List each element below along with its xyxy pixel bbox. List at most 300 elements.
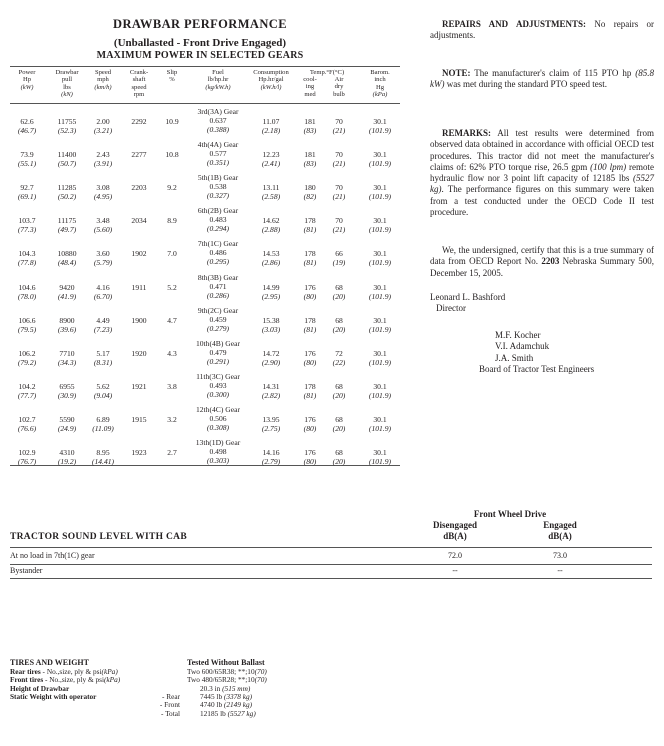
column-header-line: cool- xyxy=(303,76,317,83)
gear-label: 8th(3B) Gear xyxy=(197,272,239,282)
table-cell xyxy=(296,382,324,400)
cell-value: 0.506 xyxy=(209,413,227,423)
cell-value: 30.1 xyxy=(373,150,387,160)
cell-value: 8.9 xyxy=(167,216,177,226)
remarks-metric-1: (100 lpm) xyxy=(590,161,627,172)
table-cell xyxy=(50,249,84,267)
table-cell xyxy=(50,415,84,433)
cell-metric: (101.9) xyxy=(368,324,392,334)
column-header-line: Slip xyxy=(166,69,178,76)
cell-value: 0.479 xyxy=(209,347,227,357)
gear-label: 10th(4B) Gear xyxy=(195,338,241,348)
cell-metric: (3.91) xyxy=(93,159,113,169)
cell-value: 5.2 xyxy=(167,282,177,292)
cell-metric: (5.60) xyxy=(93,225,113,235)
cell-metric: (101.9) xyxy=(368,192,392,202)
table-cell xyxy=(362,415,398,433)
table-cell xyxy=(50,216,84,234)
cell-metric: (69.1) xyxy=(17,192,37,202)
cell-value: 30.1 xyxy=(373,348,387,358)
cell-metric: (2.41) xyxy=(261,159,281,169)
table-cell xyxy=(190,348,246,366)
cell-value: 10880 xyxy=(57,249,77,259)
table-cell xyxy=(12,117,42,135)
cell-metric: (20) xyxy=(332,324,346,334)
table-cell xyxy=(12,216,42,234)
column-header-line: shaft xyxy=(132,76,146,84)
remarks-metric-2: (5527 kg) xyxy=(430,173,654,195)
table-cell xyxy=(88,382,118,400)
table-cell xyxy=(325,117,353,135)
cell-value: 103.7 xyxy=(18,216,36,226)
cell-value: 0.577 xyxy=(209,149,227,159)
drawbar-subtitle-2: MAXIMUM POWER IN SELECTED GEARS xyxy=(96,50,304,61)
cell-value: 15.38 xyxy=(262,315,280,325)
sound-row-label: Bystander xyxy=(10,566,43,575)
cell-value: 73.9 xyxy=(20,150,34,160)
table-cell xyxy=(160,216,184,225)
table-cell xyxy=(296,150,324,168)
tires-value: 12185 lb xyxy=(200,708,226,718)
table-cell xyxy=(12,283,42,301)
tires-value-metric: (70) xyxy=(254,667,267,676)
cell-metric: (7.23) xyxy=(93,324,113,334)
column-header-line: Hp.hr/gal xyxy=(258,76,284,84)
cell-value: 30.1 xyxy=(373,282,387,292)
tires-value-metric: (70) xyxy=(254,675,267,685)
tires-value: Two 600/65R38; **;10 xyxy=(187,667,255,676)
table-cell xyxy=(88,283,118,301)
cell-value: 9420 xyxy=(59,282,75,292)
table-cell xyxy=(362,183,398,201)
table-cell xyxy=(190,182,246,200)
cell-value: 181 xyxy=(304,150,316,160)
cell-metric: (21) xyxy=(332,192,346,202)
column-header-line: Fuel xyxy=(212,69,224,76)
cell-value: 68 xyxy=(335,282,343,292)
table-cell xyxy=(296,117,324,135)
column-header xyxy=(296,76,324,98)
table-cell xyxy=(122,382,156,391)
tires-value: Two 480/65R28; **;10 xyxy=(187,675,255,685)
cell-metric: (101.9) xyxy=(368,159,392,169)
table-cell xyxy=(160,415,184,424)
table-cell xyxy=(50,183,84,201)
cell-value: 5.62 xyxy=(96,381,110,391)
table-cell xyxy=(88,216,118,234)
cell-metric: (77.8) xyxy=(17,258,37,268)
cell-metric: (2.75) xyxy=(261,423,281,433)
tires-label-bold: Static Weight with operator xyxy=(10,691,97,701)
cell-value: 102.7 xyxy=(18,414,36,424)
tires-row-label xyxy=(10,710,180,718)
table-cell xyxy=(296,316,324,334)
table-cell xyxy=(190,248,246,266)
remarks-paragraph xyxy=(430,128,654,218)
column-header-line: (kN) xyxy=(61,91,73,99)
table-cell xyxy=(88,117,118,135)
cell-value: 4310 xyxy=(59,448,75,457)
cell-value: 104.6 xyxy=(18,282,36,292)
table-header-rule xyxy=(10,103,400,104)
column-header xyxy=(160,69,184,84)
cell-metric: (0.308) xyxy=(206,422,230,432)
cell-metric: (83) xyxy=(303,126,317,135)
cell-value: 0.498 xyxy=(209,447,227,456)
cell-value: 106.6 xyxy=(18,315,36,325)
note-paragraph xyxy=(430,68,654,91)
table-cell xyxy=(248,216,294,234)
sound-col-engaged: Engaged xyxy=(543,520,577,530)
cell-metric: (21) xyxy=(332,225,346,235)
column-header-line: (kW) xyxy=(20,83,34,91)
cell-metric: (46.7) xyxy=(17,126,37,135)
cell-metric: (3.03) xyxy=(261,324,281,334)
table-cell xyxy=(248,150,294,168)
table-cell xyxy=(88,415,118,433)
cell-value: 106.2 xyxy=(18,348,36,358)
column-header-line: Drawbar xyxy=(55,69,79,76)
column-header xyxy=(12,69,42,91)
table-cell xyxy=(122,448,156,457)
cell-metric: (101.9) xyxy=(368,423,392,433)
cell-value: 2.00 xyxy=(96,117,110,126)
table-cell xyxy=(122,150,156,159)
table-cell xyxy=(248,349,294,367)
cell-value: 180 xyxy=(304,183,316,193)
column-header xyxy=(362,69,398,99)
cell-metric: (8.31) xyxy=(93,357,113,367)
table-cell xyxy=(160,448,184,457)
cell-value: 11175 xyxy=(57,216,77,226)
sound-unit-disengaged: dB(A) xyxy=(443,531,467,541)
cell-value: 30.1 xyxy=(373,448,387,457)
cell-value: 0.493 xyxy=(209,380,227,390)
cell-value: 0.637 xyxy=(209,116,227,125)
cell-metric: (3.21) xyxy=(93,126,113,135)
table-cell xyxy=(362,382,398,400)
director-title: Director xyxy=(436,303,466,314)
column-header xyxy=(248,69,294,91)
table-cell xyxy=(325,382,353,400)
note-label: NOTE: xyxy=(442,68,471,78)
cell-value: 10.8 xyxy=(165,150,179,160)
table-cell xyxy=(122,316,156,325)
cell-value: 3.2 xyxy=(167,414,177,424)
column-header-line: Crank- xyxy=(129,69,149,76)
tires-value-metric: (515 mm) xyxy=(222,683,251,693)
tires-header: Tested Without Ballast xyxy=(187,658,265,667)
cell-metric: (80) xyxy=(303,423,317,433)
column-header-line: (kg/kW.h) xyxy=(205,83,231,91)
table-cell xyxy=(190,414,246,432)
cell-metric: (48.4) xyxy=(57,258,77,268)
tires-label-rest: - Front xyxy=(159,700,180,710)
sound-group-header: Front Wheel Drive xyxy=(473,509,547,519)
tires-row-value xyxy=(200,710,256,718)
table-cell xyxy=(160,283,184,292)
table-cell xyxy=(362,316,398,334)
cell-value: 2.43 xyxy=(96,150,110,160)
temp-header: Temp.°F(°C) xyxy=(309,69,345,76)
cell-value: 11755 xyxy=(57,117,77,126)
table-cell xyxy=(12,382,42,400)
tires-label-rest: - Rear xyxy=(161,691,180,701)
certify-text-b: Nebraska Summary 500, December 15, 2005. xyxy=(430,256,655,278)
cell-metric: (101.9) xyxy=(368,357,392,367)
cell-value: 176 xyxy=(304,414,316,424)
board-title: Board of Tractor Test Engineers xyxy=(479,363,595,374)
cell-metric: (2.86) xyxy=(261,258,281,268)
column-header-line: inch xyxy=(374,76,386,84)
column-header-line: rpm xyxy=(133,91,145,99)
cell-metric: (6.70) xyxy=(93,291,113,301)
sound-row-value: 72.0 xyxy=(448,551,462,560)
table-cell xyxy=(362,349,398,367)
table-cell xyxy=(325,216,353,234)
board-block xyxy=(479,330,594,375)
tires-value-metric: (5527 kg) xyxy=(227,708,256,718)
director-name: Leonard L. Bashford xyxy=(430,292,506,302)
cell-value: 14.62 xyxy=(262,216,280,226)
table-cell xyxy=(12,249,42,267)
cell-metric: (101.9) xyxy=(368,258,392,268)
cell-value: 4.49 xyxy=(96,315,110,325)
table-cell xyxy=(296,448,324,466)
table-cell xyxy=(325,448,353,466)
gear-label: 12th(4C) Gear xyxy=(195,404,241,414)
cell-value: 30.1 xyxy=(373,381,387,391)
cell-value: 1920 xyxy=(131,348,147,358)
cell-value: 104.2 xyxy=(18,381,36,391)
column-header-line: Hp xyxy=(22,76,32,84)
cell-value: 14.72 xyxy=(262,348,280,358)
table-cell xyxy=(296,349,324,367)
table-cell xyxy=(296,249,324,267)
table-cell xyxy=(122,283,156,292)
column-header xyxy=(325,76,353,98)
table-cell xyxy=(160,150,184,159)
cell-metric: (50.7) xyxy=(57,159,77,169)
table-cell xyxy=(325,183,353,201)
column-header-line: Speed xyxy=(94,69,112,76)
cell-metric: (39.6) xyxy=(57,324,77,334)
tires-value: 4740 lb xyxy=(200,700,223,710)
cell-value: 30.1 xyxy=(373,315,387,325)
cell-value: 30.1 xyxy=(373,117,387,126)
table-cell xyxy=(248,415,294,433)
cell-value: 9.2 xyxy=(167,183,177,193)
gear-label: 9th(2C) Gear xyxy=(197,305,239,315)
cell-metric: (79.2) xyxy=(17,357,37,367)
cell-metric: (80) xyxy=(303,357,317,367)
cell-metric: (0.303) xyxy=(206,456,230,465)
column-header xyxy=(122,69,156,99)
column-header-line: mph xyxy=(97,76,109,84)
column-header-line: lb/hp.hr xyxy=(207,76,229,84)
board-member: J.A. Smith xyxy=(495,352,534,363)
table-cell xyxy=(248,283,294,301)
cell-value: 176 xyxy=(304,282,316,292)
table-cell xyxy=(50,117,84,135)
cell-value: 0.486 xyxy=(209,248,227,258)
cell-metric: (2.79) xyxy=(261,457,281,466)
table-cell xyxy=(190,282,246,300)
tires-title: TIRES AND WEIGHT xyxy=(10,658,89,667)
remarks-text-b: remote hydraulic flow nor 3 point lift capacity of 12185 lbs xyxy=(430,161,655,184)
sound-row-value: -- xyxy=(557,566,563,575)
column-header-line: med xyxy=(304,90,316,98)
cell-value: 62.6 xyxy=(20,117,34,126)
remarks-text-a: All test results were determined from observed data obtained in accordance with official OECD test procedures. This tractor did not meet the manufacturer's claims of: 62% PTO torque rise, 26.5 gpm xyxy=(430,128,654,172)
tires-label-bold: Rear tires xyxy=(10,667,41,676)
note-metric: (85.8 kW) xyxy=(430,68,654,90)
cell-metric: (101.9) xyxy=(368,390,392,400)
cell-value: 176 xyxy=(304,348,316,358)
table-cell xyxy=(296,183,324,201)
cell-value: 72 xyxy=(335,348,343,358)
cell-value: 178 xyxy=(304,216,316,226)
table-cell xyxy=(362,117,398,135)
cell-metric: (2.18) xyxy=(261,126,281,135)
cell-metric: (5.79) xyxy=(93,258,113,268)
cell-metric: (81) xyxy=(303,324,317,334)
cell-metric: (101.9) xyxy=(368,126,392,135)
table-cell xyxy=(88,349,118,367)
cell-value: 14.99 xyxy=(262,282,280,292)
note-text-b: was met during the standard PTO speed test. xyxy=(446,79,608,90)
cell-value: 6.89 xyxy=(96,414,110,424)
column-header-line: lbs xyxy=(63,83,71,91)
cell-value: 14.31 xyxy=(262,381,280,391)
cell-value: 2292 xyxy=(131,117,147,126)
cell-value: 1923 xyxy=(131,448,147,457)
gear-label: 13th(1D) Gear xyxy=(195,438,241,447)
column-header-line: bulb xyxy=(333,90,345,98)
cell-value: 3.08 xyxy=(96,183,110,193)
tires-row-label xyxy=(10,693,180,701)
table-cell xyxy=(88,183,118,201)
cell-metric: (21) xyxy=(332,159,346,169)
cell-value: 1902 xyxy=(131,249,147,259)
cell-value: 5590 xyxy=(59,414,75,424)
cell-value: 7710 xyxy=(59,348,75,358)
gear-label: 4th(4A) Gear xyxy=(197,140,239,150)
table-cell xyxy=(190,116,246,134)
table-cell xyxy=(122,415,156,424)
gear-label: 3rd(3A) Gear xyxy=(197,107,239,116)
table-cell xyxy=(190,215,246,233)
column-header-line: % xyxy=(169,76,175,84)
cell-metric: (0.295) xyxy=(206,257,230,267)
cell-metric: (20) xyxy=(332,291,346,301)
cell-value: 70 xyxy=(335,183,343,193)
table-cell xyxy=(248,448,294,466)
sound-row-value: 73.0 xyxy=(553,551,567,560)
column-header-line: ing xyxy=(305,83,315,91)
gear-label: 5th(1B) Gear xyxy=(197,173,239,183)
cell-value: 0.538 xyxy=(209,182,227,192)
cell-metric: (81) xyxy=(303,258,317,268)
cell-value: 30.1 xyxy=(373,183,387,193)
cell-metric: (2.88) xyxy=(261,225,281,235)
cell-value: 14.53 xyxy=(262,249,280,259)
cell-value: 1900 xyxy=(131,315,147,325)
table-cell xyxy=(160,249,184,258)
table-cell xyxy=(160,117,184,126)
table-cell xyxy=(88,150,118,168)
table-cell xyxy=(190,149,246,167)
table-cell xyxy=(248,117,294,135)
board-member: V.I. Adamchuk xyxy=(495,341,550,352)
cell-value: 1921 xyxy=(131,381,147,391)
note-text-a: The manufacturer's claim of 115 PTO hp xyxy=(474,68,632,78)
cell-value: 0.483 xyxy=(209,215,227,225)
table-cell xyxy=(190,447,246,465)
column-header-line: (kW.h/l) xyxy=(260,83,282,91)
cell-value: 70 xyxy=(335,117,343,126)
cell-value: 3.8 xyxy=(167,381,177,391)
table-cell xyxy=(50,448,84,466)
table-cell xyxy=(362,216,398,234)
tires-row-label xyxy=(10,701,180,709)
column-header-line: Consumption xyxy=(253,69,289,76)
certify-text-a: We, the undersigned, certify that this is a true summary of data from OECD Report No. xyxy=(430,245,654,267)
table-cell xyxy=(160,382,184,391)
table-cell xyxy=(122,117,156,126)
table-cell xyxy=(325,415,353,433)
cell-metric: (41.9) xyxy=(57,291,77,301)
cell-metric: (0.300) xyxy=(206,389,230,399)
table-cell xyxy=(248,382,294,400)
cell-value: 178 xyxy=(304,381,316,391)
table-cell xyxy=(296,216,324,234)
cell-value: 11400 xyxy=(57,150,77,160)
cell-value: 68 xyxy=(335,448,343,457)
remarks-text-c: . The performance figures on this summary were taken from a test conducted under the OECD Code II test procedure. xyxy=(430,184,654,218)
cell-metric: (2.58) xyxy=(261,192,281,202)
table-cell xyxy=(296,283,324,301)
cell-value: 70 xyxy=(335,150,343,160)
cell-metric: (20) xyxy=(332,423,346,433)
cell-value: 66 xyxy=(335,249,343,259)
table-cell xyxy=(325,249,353,267)
cell-value: 5.17 xyxy=(96,348,110,358)
cell-value: 176 xyxy=(304,448,316,457)
tires-label-metric: (kPa) xyxy=(101,667,118,676)
cell-metric: (24.9) xyxy=(57,423,77,433)
cell-metric: (101.9) xyxy=(368,457,392,466)
cell-metric: (2.82) xyxy=(261,390,281,400)
table-cell xyxy=(122,183,156,192)
cell-value: 68 xyxy=(335,381,343,391)
cell-metric: (19) xyxy=(332,258,346,268)
cell-value: 181 xyxy=(304,117,316,126)
drawbar-title: DRAWBAR PERFORMANCE xyxy=(113,17,287,31)
cell-metric: (0.286) xyxy=(206,290,230,300)
tires-label-rest: - Total xyxy=(160,708,180,718)
gear-label: 7th(1C) Gear xyxy=(197,239,239,249)
drawbar-subtitle: (Unballasted - Front Drive Engaged) xyxy=(113,37,287,49)
tires-label-rest: - No.,size, ply & psi xyxy=(43,675,104,685)
table-cell xyxy=(325,283,353,301)
table-cell xyxy=(50,150,84,168)
column-header-line: Air xyxy=(334,76,344,83)
cell-value: 30.1 xyxy=(373,249,387,259)
table-cell xyxy=(362,283,398,301)
cell-metric: (0.279) xyxy=(206,323,230,333)
cell-metric: (0.327) xyxy=(206,191,230,201)
